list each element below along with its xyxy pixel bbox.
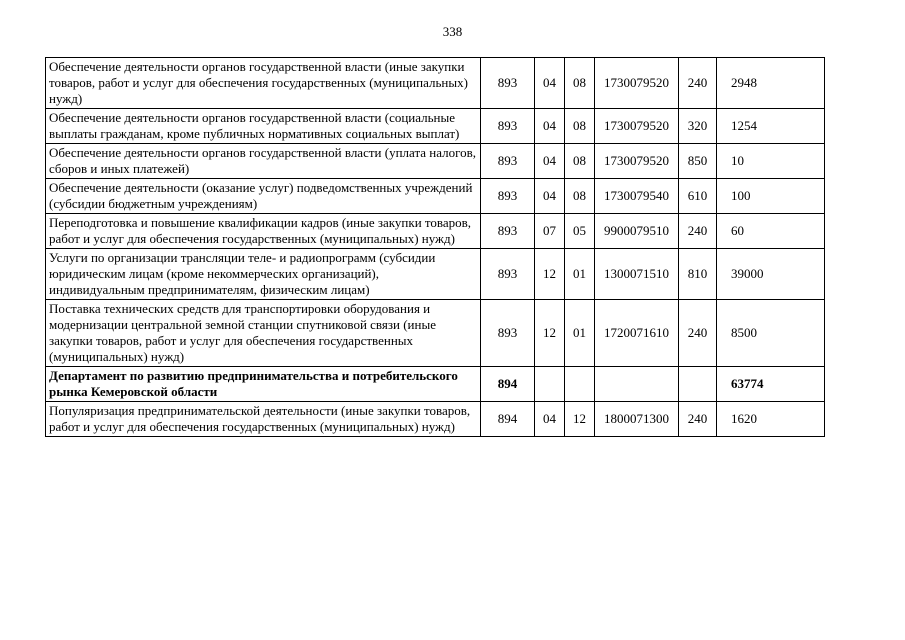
description-cell: Обеспечение деятельности органов государственной власти (социальные выплаты гражданам, кроме публичных нормативных социальных выплат) <box>46 109 481 144</box>
amount-cell: 10 <box>717 144 825 179</box>
expense-type-cell: 240 <box>679 300 717 367</box>
target-article-cell: 1300071510 <box>595 249 679 300</box>
expense-type-cell: 240 <box>679 58 717 109</box>
section-code-cell: 04 <box>535 58 565 109</box>
description-cell: Услуги по организации трансляции теле- и радиопрограмм (субсидии юридическим лицам (кроме некоммерческих организаций), индивидуальным предпринимателям, физическим лицам) <box>46 249 481 300</box>
target-article-cell: 1730079540 <box>595 179 679 214</box>
department-code-cell: 893 <box>481 300 535 367</box>
department-code-cell: 894 <box>481 402 535 437</box>
subsection-code-cell: 12 <box>565 402 595 437</box>
target-article-cell: 1730079520 <box>595 58 679 109</box>
expense-type-cell: 810 <box>679 249 717 300</box>
table-row <box>46 402 825 437</box>
subsection-code-cell: 01 <box>565 249 595 300</box>
subsection-code-cell: 08 <box>565 179 595 214</box>
amount-cell: 39000 <box>717 249 825 300</box>
section-code-cell: 04 <box>535 179 565 214</box>
department-code-cell: 893 <box>481 214 535 249</box>
target-article-cell: 1720071610 <box>595 300 679 367</box>
description-cell: Обеспечение деятельности органов государственной власти (уплата налогов, сборов и иных платежей) <box>46 144 481 179</box>
amount-cell: 1254 <box>717 109 825 144</box>
budget-table <box>45 57 825 437</box>
description-cell: Переподготовка и повышение квалификации кадров (иные закупки товаров, работ и услуг для обеспечения государственных (муниципальных) нужд) <box>46 214 481 249</box>
section-code-cell: 04 <box>535 144 565 179</box>
table-row <box>46 214 825 249</box>
table-row <box>46 109 825 144</box>
table-row <box>46 58 825 109</box>
department-code-cell: 893 <box>481 249 535 300</box>
section-code-cell: 04 <box>535 402 565 437</box>
amount-cell: 63774 <box>717 367 825 402</box>
table-row <box>46 179 825 214</box>
expense-type-cell: 240 <box>679 402 717 437</box>
subsection-code-cell: 08 <box>565 144 595 179</box>
target-article-cell: 1730079520 <box>595 109 679 144</box>
section-code-cell: 07 <box>535 214 565 249</box>
department-code-cell: 893 <box>481 58 535 109</box>
target-article-cell: 1800071300 <box>595 402 679 437</box>
subsection-code-cell: 05 <box>565 214 595 249</box>
subsection-code-cell: 08 <box>565 58 595 109</box>
description-cell: Департамент по развитию предпринимательства и потребительского рынка Кемеровской области <box>46 367 481 402</box>
section-code-cell: 12 <box>535 300 565 367</box>
table-row <box>46 144 825 179</box>
table-row <box>46 249 825 300</box>
department-code-cell: 893 <box>481 109 535 144</box>
target-article-cell: 9900079510 <box>595 214 679 249</box>
amount-cell: 60 <box>717 214 825 249</box>
section-code-cell <box>535 367 565 402</box>
section-code-cell: 04 <box>535 109 565 144</box>
description-cell: Поставка технических средств для транспортировки оборудования и модернизации центральной земной станции спутниковой связи (иные закупки товаров, работ и услуг для обеспечения государственных (муниципальных) нужд) <box>46 300 481 367</box>
expense-type-cell <box>679 367 717 402</box>
table-row <box>46 300 825 367</box>
section-code-cell: 12 <box>535 249 565 300</box>
department-code-cell: 894 <box>481 367 535 402</box>
expense-type-cell: 320 <box>679 109 717 144</box>
target-article-cell: 1730079520 <box>595 144 679 179</box>
subsection-code-cell: 08 <box>565 109 595 144</box>
description-cell: Обеспечение деятельности органов государственной власти (иные закупки товаров, работ и услуг для обеспечения государственных (муниципальных) нужд) <box>46 58 481 109</box>
expense-type-cell: 610 <box>679 179 717 214</box>
subsection-code-cell: 01 <box>565 300 595 367</box>
expense-type-cell: 240 <box>679 214 717 249</box>
amount-cell: 1620 <box>717 402 825 437</box>
department-code-cell: 893 <box>481 144 535 179</box>
department-code-cell: 893 <box>481 179 535 214</box>
page-number: 338 <box>442 24 463 39</box>
target-article-cell <box>595 367 679 402</box>
amount-cell: 2948 <box>717 58 825 109</box>
subsection-code-cell <box>565 367 595 402</box>
description-cell: Обеспечение деятельности (оказание услуг) подведомственных учреждений (субсидии бюджетным учреждениям) <box>46 179 481 214</box>
amount-cell: 100 <box>717 179 825 214</box>
expense-type-cell: 850 <box>679 144 717 179</box>
amount-cell: 8500 <box>717 300 825 367</box>
description-cell: Популяризация предпринимательской деятельности (иные закупки товаров, работ и услуг для обеспечения государственных (муниципальных) нужд) <box>46 402 481 437</box>
table-row <box>46 367 825 402</box>
